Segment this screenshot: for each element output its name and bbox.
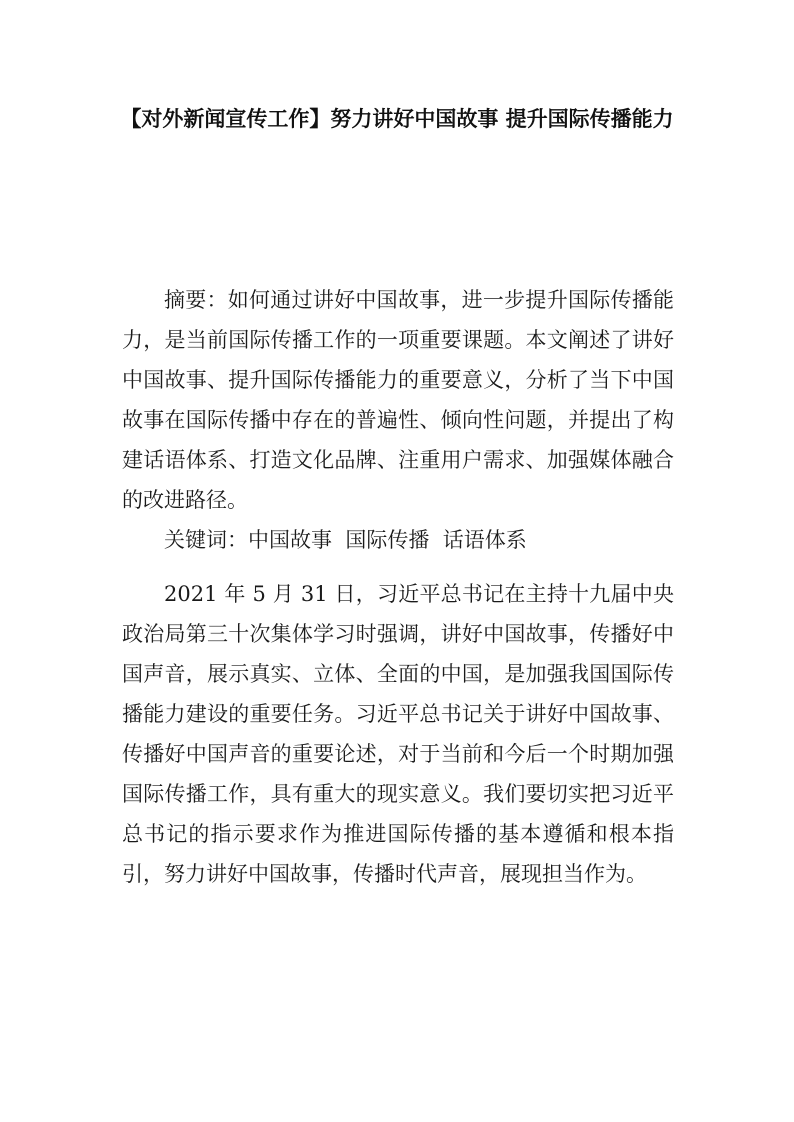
document-title: 【对外新闻宣传工作】努力讲好中国故事 提升国际传播能力 bbox=[120, 107, 674, 131]
keywords-paragraph: 关键词：中国故事 国际传播 话语体系 bbox=[164, 528, 527, 552]
document-body bbox=[122, 280, 674, 894]
body-paragraph: 2021 年 5 月 31 日，习近平总书记在主持十九届中央政治局第三十次集体学习时强调，讲好中国故事，传播好中国声音，展示真实、立体、全面的中国，是加强我国国际传播能力建设的重要任务。习近平总书记关于讲好中国故事、传播好中国声音的重要论述，对于当前和今后一个时期加强国际传播工作，具有重大的现实意义。我们要切实把习近平总书记的指示要求作为推进国际传播的基本遵循和根本指引，努力讲好中国故事，传播时代声音，展现担当作为。 bbox=[122, 582, 674, 886]
abstract-paragraph: 摘要：如何通过讲好中国故事，进一步提升国际传播能力，是当前国际传播工作的一项重要课题。本文阐述了讲好中国故事、提升国际传播能力的重要意义，分析了当下中国故事在国际传播中存在的普遍性、倾向性问题，并提出了构建话语体系、打造文化品牌、注重用户需求、加强媒体融合的改进路径。 bbox=[122, 288, 674, 512]
